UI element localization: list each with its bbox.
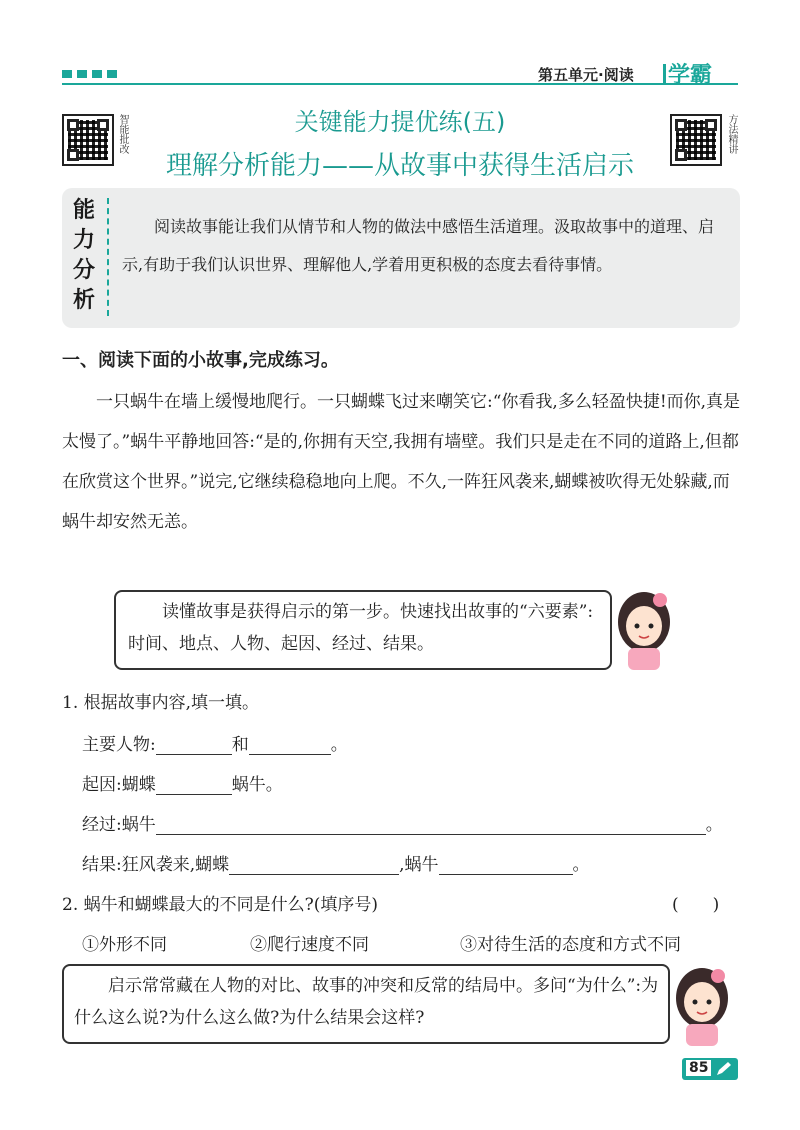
brand-logo: 学霸: [668, 63, 713, 88]
blank-result-butterfly[interactable]: [229, 856, 399, 875]
page-title: 关键能力提优练(五): [294, 108, 506, 136]
page-subtitle: 理解分析能力——从故事中获得生活启示: [165, 151, 634, 181]
question-2-prompt: 2. 蜗牛和蝴蝶最大的不同是什么?(填序号): [62, 895, 379, 915]
girl-illustration-1: [612, 582, 676, 672]
blank-process[interactable]: [156, 816, 706, 835]
section-heading: 一、阅读下面的小故事,完成练习。: [62, 350, 339, 371]
tip-text-1: 读懂故事是获得启示的第一步。快速找出故事的“六要素”:时间、地点、人物、起因、经过、结果。: [128, 602, 594, 654]
q1-process: 经过:蜗牛 。: [82, 815, 723, 835]
q1-cause: 起因:蝴蝶 蜗牛。: [82, 775, 283, 795]
option-3: ③对待生活的态度和方式不同: [460, 935, 681, 955]
blank-character-1[interactable]: [156, 736, 232, 755]
q1-main-characters: 主要人物: 和 。: [82, 735, 348, 755]
ability-text: 阅读故事能让我们从情节和人物的做法中感悟生活道理。汲取故事中的道理、启示,有助于我们认识世界、理解他人,学着用更积极的态度去看待事情。: [122, 217, 715, 274]
qr-right-label: 方法精讲: [726, 114, 737, 154]
qr-left-label: 智能批改: [117, 114, 128, 154]
pencil-icon: [714, 1060, 734, 1078]
option-1: ①外形不同: [82, 935, 167, 955]
answer-paren[interactable]: ( ): [672, 895, 720, 915]
girl-illustration-2: [670, 958, 734, 1048]
blank-cause[interactable]: [156, 776, 232, 795]
blank-character-2[interactable]: [249, 736, 331, 755]
ability-divider: [107, 198, 109, 316]
option-2: ②爬行速度不同: [250, 935, 369, 955]
story-paragraph: 一只蜗牛在墙上缓慢地爬行。一只蝴蝶飞过来嘲笑它:“你看我,多么轻盈快捷!而你,真是太慢了。”蜗牛平静地回答:“是的,你拥有天空,我拥有墙壁。我们只是走在不同的道路上,但都在欣赏这个世界。”说完,它继续稳稳地向上爬。不久,一阵狂风袭来,蝴蝶被吹得无处躲藏,而蜗牛却安然无恙。: [62, 392, 741, 532]
tip-text-2: 启示常常藏在人物的对比、故事的冲突和反常的结局中。多问“为什么”:为什么这么说?为什么这么做?为什么结果会这样?: [74, 976, 659, 1028]
q1-result: 结果:狂风袭来,蝴蝶 ,蜗牛 。: [82, 855, 590, 875]
blank-result-snail[interactable]: [439, 856, 573, 875]
header-rule: [62, 83, 738, 85]
question-1-prompt: 1. 根据故事内容,填一填。: [62, 693, 260, 713]
unit-label: 第五单元·阅读: [538, 66, 634, 84]
ability-tag: 能 力 分 析: [72, 198, 95, 313]
page-number: 85: [686, 1060, 711, 1076]
header-decor: [62, 70, 117, 78]
header-divider: [663, 64, 666, 84]
